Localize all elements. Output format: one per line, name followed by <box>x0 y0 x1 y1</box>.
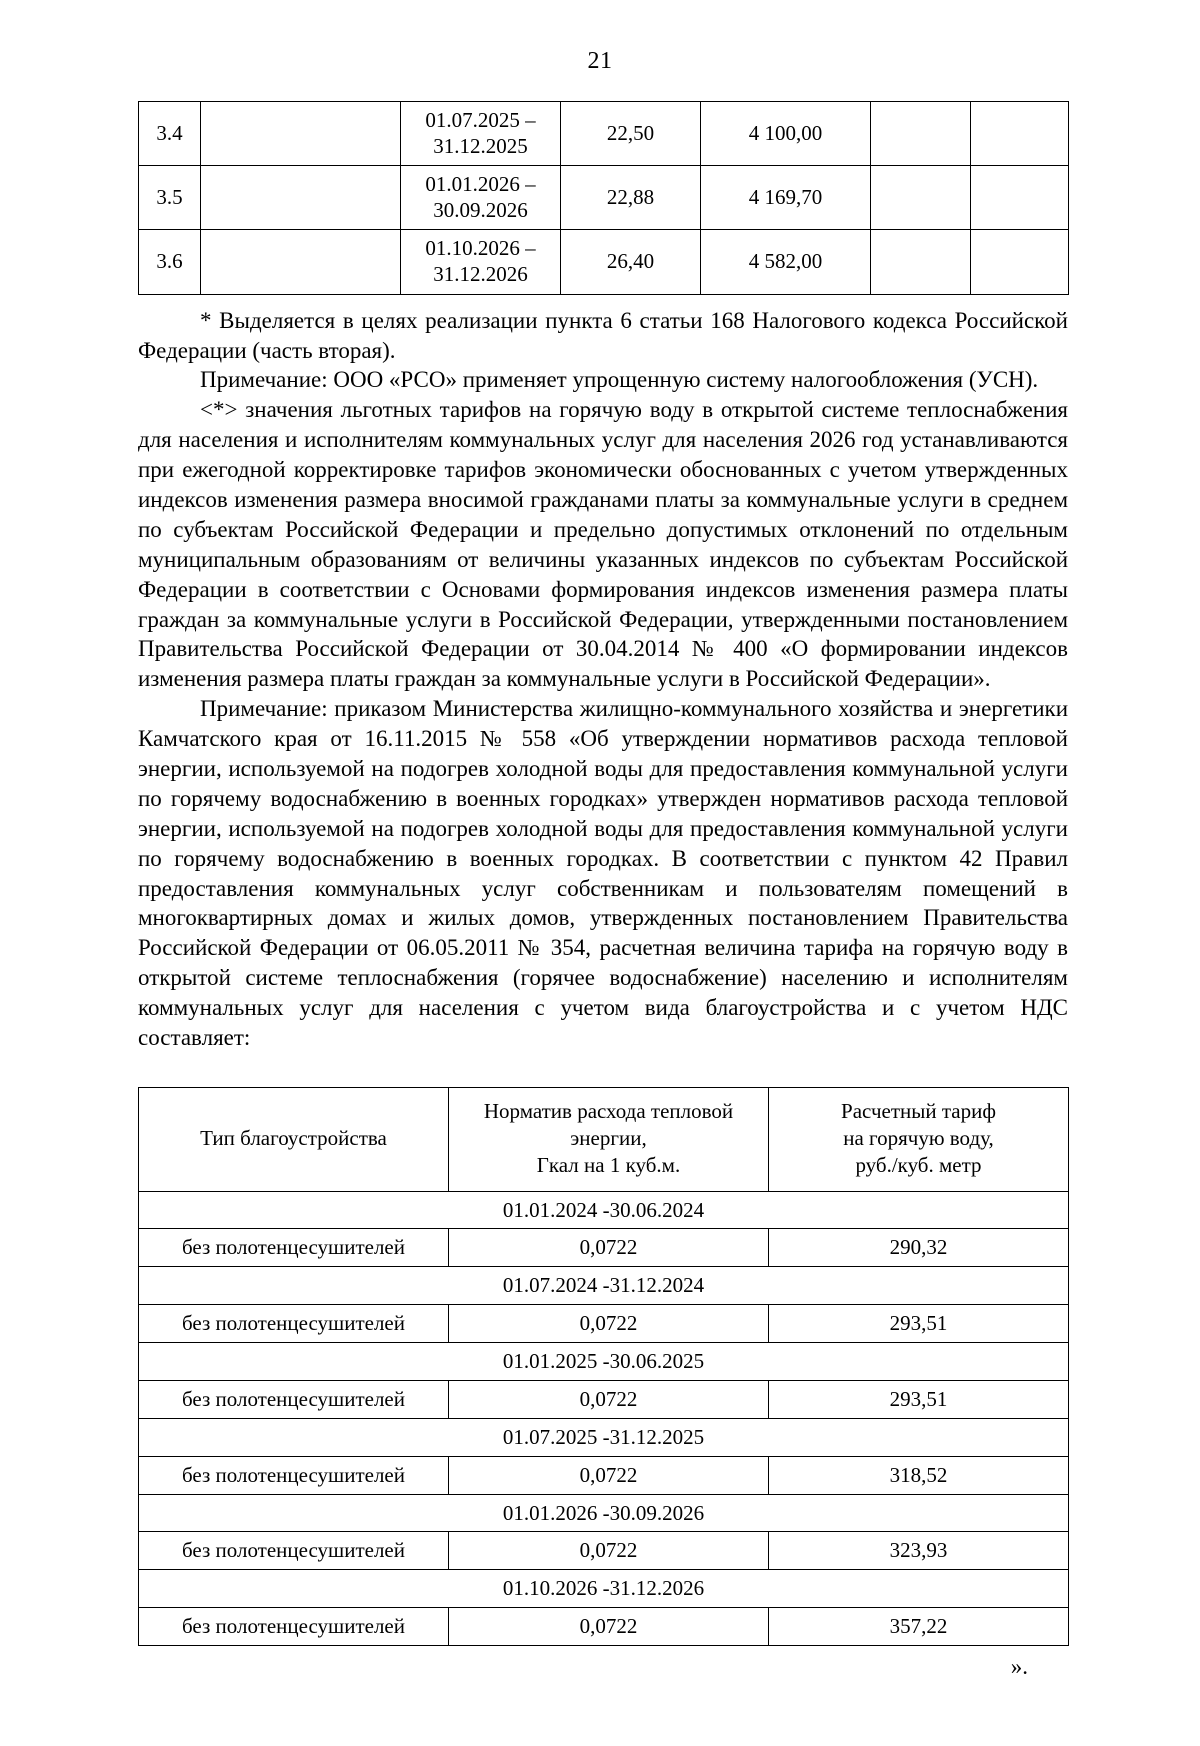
row-name <box>201 166 401 230</box>
period-row <box>139 1267 1069 1305</box>
cell-norm: 0,0722 <box>449 1608 769 1646</box>
table-row <box>139 166 1069 230</box>
cell-norm: 0,0722 <box>449 1305 769 1343</box>
cell-tariff: 290,32 <box>769 1229 1069 1267</box>
row-period <box>401 166 561 230</box>
period-from: 01.10.2026 – <box>425 236 536 261</box>
period-label: 01.10.2026 -31.12.2026 <box>139 1570 1069 1608</box>
period-from: 01.01.2026 – <box>425 172 536 197</box>
cell-tariff: 357,22 <box>769 1608 1069 1646</box>
tariff-header-line-3: руб./куб. метр <box>855 1152 982 1177</box>
row-period <box>401 102 561 166</box>
table-row <box>139 102 1069 166</box>
cell-tariff: 293,51 <box>769 1380 1069 1418</box>
document-page <box>0 48 1200 1746</box>
norm-header-line-1: Норматив расхода тепловой <box>483 1098 734 1123</box>
cell-type: без полотенцесушителей <box>139 1456 449 1494</box>
column-header-tariff <box>769 1087 1069 1191</box>
period-row <box>139 1494 1069 1532</box>
note-order-paragraph: Примечание: приказом Министерства жилищно-коммунального хозяйства и энергетики Камчатского края от 16.11.2015 № 558 «Об утверждении нормативов расхода тепловой энергии, используемой на подогрев холодной воды для предоставления коммунальной услуги по горячему водоснабжению в военных городках» утвержден нормативов расхода тепловой энергии, используемой на подогрев холодной воды для предоставления коммунальной услуги по горячему водоснабжению в военных городках. В соответствии с пунктом 42 Правил предоставления коммунальных услуг собственникам и пользователям помещений в многоквартирных домах и жилых домов, утвержденных постановлением Правительства Российской Федерации от 06.05.2011 № 354, расчетная величина тарифа на горячую воду в открытой системе теплоснабжения (горячее водоснабжение) населению и исполнителям коммунальных услуг для населения с учетом вида благоустройства и с учетом НДС составляет: <box>138 696 1068 1051</box>
row-name <box>201 230 401 294</box>
row-period <box>401 230 561 294</box>
cell-type: без полотенцесушителей <box>139 1305 449 1343</box>
row-value-2: 4 169,70 <box>701 166 871 230</box>
period-row <box>139 1191 1069 1229</box>
row-extra-2 <box>971 102 1069 166</box>
row-extra-2 <box>971 166 1069 230</box>
period-label: 01.01.2026 -30.09.2026 <box>139 1494 1069 1532</box>
hot-water-tariff-table <box>138 1087 1069 1646</box>
table-row <box>139 1229 1069 1267</box>
tariff-header-line-1: Расчетный тариф <box>841 1098 996 1123</box>
cell-type: без полотенцесушителей <box>139 1608 449 1646</box>
hot-water-table-body <box>139 1191 1069 1646</box>
cell-norm: 0,0722 <box>449 1456 769 1494</box>
period-row <box>139 1418 1069 1456</box>
row-extra-1 <box>871 230 971 294</box>
period-to: 31.12.2025 <box>433 133 528 158</box>
row-value-1: 22,50 <box>561 102 701 166</box>
tariff-table <box>138 101 1069 295</box>
column-header-type: Тип благоустройства <box>139 1087 449 1191</box>
period-label: 01.07.2025 -31.12.2025 <box>139 1418 1069 1456</box>
column-header-norm <box>449 1087 769 1191</box>
cell-norm: 0,0722 <box>449 1229 769 1267</box>
cell-type: без полотенцесушителей <box>139 1532 449 1570</box>
period-row <box>139 1343 1069 1381</box>
period-label: 01.07.2024 -31.12.2024 <box>139 1267 1069 1305</box>
cell-norm: 0,0722 <box>449 1380 769 1418</box>
footnote-star-angle-paragraph: <*> значения льготных тарифов на горячую воду в открытой системе теплоснабжения для населения и исполнителям коммунальных услуг для населения 2026 год устанавливаются при ежегодной корректировке тарифов экономически обоснованных с учетом утвержденных индексов изменения размера вносимой гражданами платы за коммунальные услуги в среднем по субъектам Российской Федерации и предельно допустимых отклонений по отдельным муниципальным образованиям от величины указанных индексов по субъектам Российской Федерации в соответствии с Основами формирования индексов изменения размера платы граждан за коммунальные услуги в Российской Федерации, утвержденными постановлением Правительства Российской Федерации от 30.04.2014 № 400 «О формировании индексов изменения размера платы граждан за коммунальные услуги в Российской Федерации». <box>138 397 1068 692</box>
row-number: 3.5 <box>139 166 201 230</box>
page-number: 21 <box>587 48 613 74</box>
tariff-header-line-2: на горячую воду, <box>843 1125 994 1150</box>
row-extra-1 <box>871 102 971 166</box>
tariff-table-body <box>139 102 1069 295</box>
row-value-1: 26,40 <box>561 230 701 294</box>
table-row <box>139 1608 1069 1646</box>
period-label: 01.01.2024 -30.06.2024 <box>139 1191 1069 1229</box>
table-row <box>139 1532 1069 1570</box>
cell-tariff: 318,52 <box>769 1456 1069 1494</box>
page-content <box>138 101 1068 1680</box>
table-header-row <box>139 1087 1069 1191</box>
row-value-2: 4 100,00 <box>701 102 871 166</box>
table-row <box>139 1380 1069 1418</box>
closing-quote: ». <box>1010 1654 1028 1680</box>
row-extra-2 <box>971 230 1069 294</box>
row-extra-1 <box>871 166 971 230</box>
row-value-1: 22,88 <box>561 166 701 230</box>
period-from: 01.07.2025 – <box>425 108 536 132</box>
norm-header-line-3: Гкал на 1 куб.м. <box>536 1152 681 1177</box>
cell-norm: 0,0722 <box>449 1532 769 1570</box>
period-to: 30.09.2026 <box>433 197 528 222</box>
row-value-2: 4 582,00 <box>701 230 871 294</box>
hot-water-table-head <box>139 1087 1069 1191</box>
footnote-asterisk-paragraph: * Выделяется в целях реализации пункта 6 статьи 168 Налогового кодекса Российской Федерации (часть вторая). <box>138 307 1068 363</box>
cell-tariff: 323,93 <box>769 1532 1069 1570</box>
table-row <box>139 230 1069 294</box>
period-row <box>139 1570 1069 1608</box>
row-name <box>201 102 401 166</box>
table-row <box>139 1305 1069 1343</box>
row-number: 3.4 <box>139 102 201 166</box>
row-number: 3.6 <box>139 230 201 294</box>
cell-type: без полотенцесушителей <box>139 1229 449 1267</box>
cell-type: без полотенцесушителей <box>139 1380 449 1418</box>
period-label: 01.01.2025 -30.06.2025 <box>139 1343 1069 1381</box>
period-to: 31.12.2026 <box>433 262 528 287</box>
note-usn-paragraph: Примечание: ООО «РСО» применяет упрощенную систему налогообложения (УСН). <box>200 367 1039 393</box>
table-row <box>139 1456 1069 1494</box>
norm-header-line-2: энергии, <box>570 1125 647 1150</box>
cell-tariff: 293,51 <box>769 1305 1069 1343</box>
